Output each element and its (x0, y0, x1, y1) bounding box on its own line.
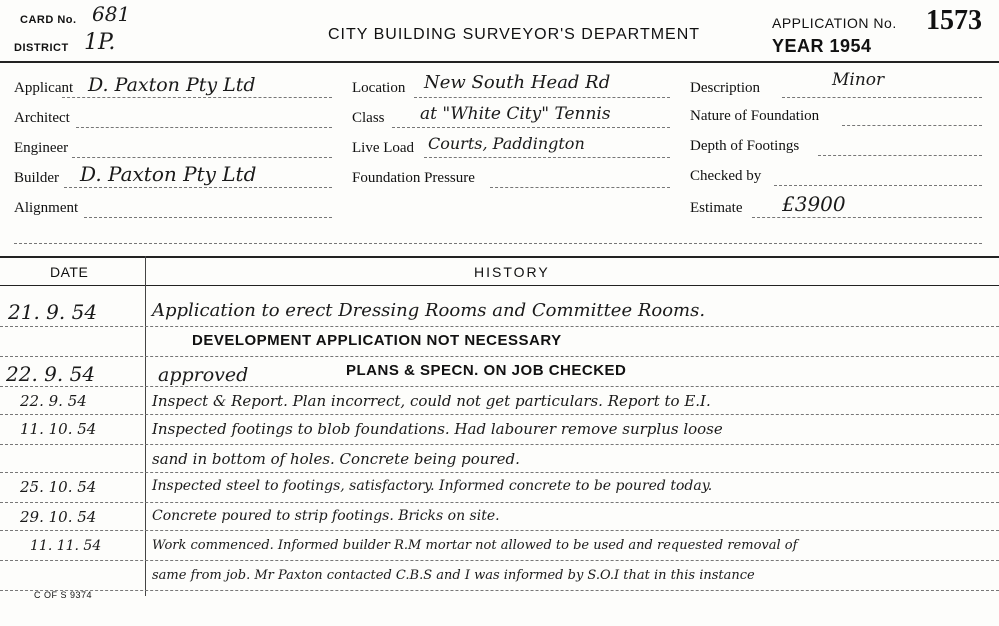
applicant-label: Applicant (14, 80, 74, 96)
history-rule (0, 414, 999, 415)
class-value: at "White City" Tennis (420, 104, 611, 124)
department-title: CITY BUILDING SURVEYOR'S DEPARTMENT (328, 26, 701, 43)
builder-value: D. Paxton Pty Ltd (80, 162, 257, 186)
history-entry: sand in bottom of holes. Concrete being poured. (152, 450, 520, 468)
history-rule (0, 444, 999, 445)
applicant-value: D. Paxton Pty Ltd (88, 74, 256, 96)
history-entry: Work commenced. Informed builder R.M mortar not allowed to be used and requested removal of (152, 538, 798, 553)
history-rule (0, 530, 999, 531)
history-entry: Inspected footings to blob foundations. Had labourer remove surplus loose (152, 420, 723, 438)
estimate-label: Estimate (690, 200, 743, 216)
history-entry: Concrete poured to strip footings. Bricks on site. (152, 508, 500, 524)
class-label: Class (352, 110, 385, 126)
field-rule (62, 97, 332, 98)
nature-of-foundation-label: Nature of Foundation (690, 108, 820, 124)
description-value: Minor (832, 70, 885, 90)
form-code: C OF S 9374 (34, 590, 93, 600)
history-rule (0, 326, 999, 327)
history-date: 11. 11. 54 (30, 538, 102, 554)
live-load-value: Courts, Paddington (428, 134, 585, 153)
date-column-header: DATE (50, 264, 89, 280)
year-label: YEAR 1954 (772, 36, 872, 56)
card-number: 681 (92, 2, 131, 26)
depth-of-footings-label: Depth of Footings (690, 138, 800, 154)
location-label: Location (352, 80, 406, 96)
development-stamp: DEVELOPMENT APPLICATION NOT NECESSARY (192, 332, 562, 349)
description-label: Description (690, 80, 760, 96)
history-date: 25. 10. 54 (20, 478, 97, 496)
alignment-label: Alignment (14, 200, 79, 216)
field-rule (424, 157, 670, 158)
field-rule (782, 97, 982, 98)
builder-label: Builder (14, 170, 59, 186)
plans-checked-stamp: PLANS & SPECN. ON JOB CHECKED (346, 362, 627, 379)
history-entry: approved (158, 364, 249, 386)
district-label: DISTRICT (14, 42, 69, 54)
history-date: 22. 9. 54 (20, 392, 87, 410)
history-header-divider (0, 285, 999, 286)
district-value: 1P. (84, 30, 116, 55)
location-value: New South Head Rd (424, 72, 611, 93)
field-rule (14, 243, 982, 244)
architect-label: Architect (14, 110, 70, 126)
field-rule (64, 187, 332, 188)
history-column-header: HISTORY (474, 264, 550, 280)
date-column-divider (145, 256, 146, 596)
field-rule (76, 127, 332, 128)
history-entry: Inspected steel to footings, satisfactory. Informed concrete to be poured today. (152, 478, 713, 494)
estimate-value: £3900 (782, 192, 846, 216)
field-rule (490, 187, 670, 188)
history-rule (0, 590, 999, 591)
application-label: APPLICATION No. (772, 15, 897, 31)
application-number: 1573 (926, 5, 982, 36)
live-load-label: Live Load (352, 140, 415, 156)
field-rule (72, 157, 332, 158)
history-entry: Inspect & Report. Plan incorrect, could not get particulars. Report to E.I. (152, 392, 711, 410)
field-rule (414, 97, 670, 98)
checked-by-label: Checked by (690, 168, 762, 184)
field-rule (752, 217, 982, 218)
history-rule (0, 502, 999, 503)
foundation-pressure-label: Foundation Pressure (352, 170, 475, 186)
history-date: 21. 9. 54 (8, 300, 98, 324)
field-rule (392, 127, 670, 128)
history-rule (0, 560, 999, 561)
field-rule (842, 125, 982, 126)
history-date: 11. 10. 54 (20, 420, 97, 438)
history-entry: Application to erect Dressing Rooms and Committee Rooms. (152, 300, 706, 321)
history-rule (0, 356, 999, 357)
history-date: 22. 9. 54 (6, 362, 96, 386)
history-rule (0, 386, 999, 387)
history-top-divider (0, 256, 999, 258)
history-date: 29. 10. 54 (20, 508, 97, 526)
card-label: CARD No. (20, 14, 77, 26)
engineer-label: Engineer (14, 140, 69, 156)
header-divider (0, 61, 999, 63)
history-entry: same from job. Mr Paxton contacted C.B.S and I was informed by S.O.I that in this instance (152, 568, 755, 583)
field-rule (818, 155, 982, 156)
field-rule (774, 185, 982, 186)
history-rule (0, 472, 999, 473)
field-rule (84, 217, 332, 218)
